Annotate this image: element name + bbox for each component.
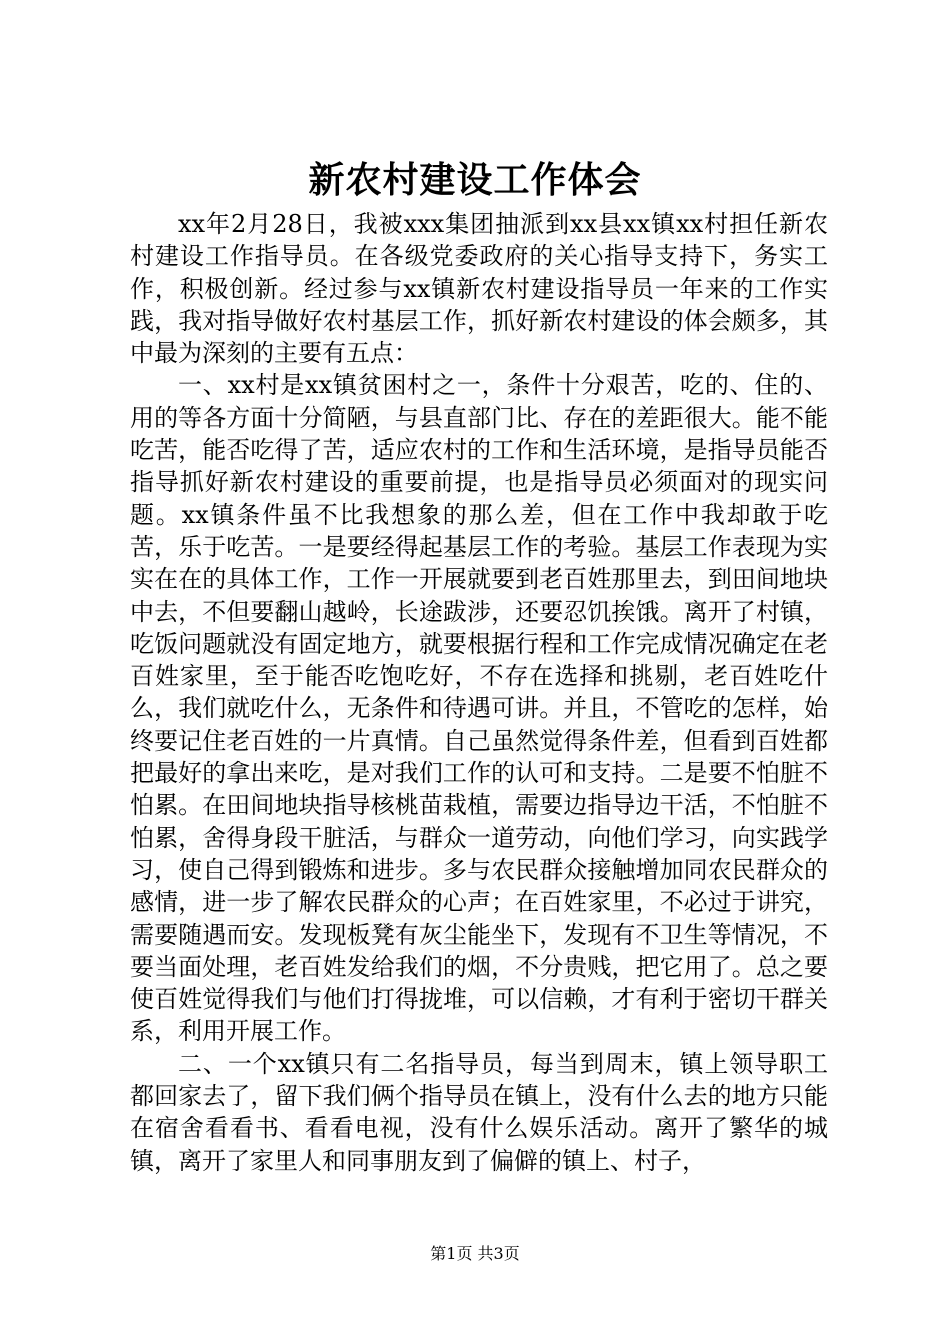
paragraph-intro: xx年2月28日，我被xxx集团抽派到xx县xx镇xx村担任新农村建设工作指导员。在各级党委政府的关心指导支持下，务实工作，积极创新。经过参与xx镇新农村建设指导员一年来的工作实践，我对指导做好农村基层工作，抓好新农村建设的体会颇多，其中最为深刻的主要有五点： — [130, 210, 828, 368]
paragraph-point-one: 一、xx村是xx镇贫困村之一，条件十分艰苦，吃的、住的、用的等各方面十分简陋，与县直部门比、存在的差距很大。能不能吃苦，能否吃得了苦，适应农村的工作和生活环境，是指导员能否指导抓好新农村建设的重要前提，也是指导员必须面对的现实问题。xx镇条件虽不比我想象的那么差，但在工作中我却敢于吃苦，乐于吃苦。一是要经得起基层工作的考验。基层工作表现为实实在在的具体工作，工作一开展就要到老百姓那里去，到田间地块中去，不但要翻山越岭，长途跋涉，还要忍饥挨饿。离开了村镇，吃饭问题就没有固定地方，就要根据行程和工作完成情况确定在老百姓家里，至于能否吃饱吃好，不存在选择和挑剔，老百姓吃什么，我们就吃什么，无条件和待遇可讲。并且，不管吃的怎样，始终要记住老百姓的一片真情。自己虽然觉得条件差，但看到百姓都把最好的拿出来吃，是对我们工作的认可和支持。二是要不怕脏不怕累。在田间地块指导核桃苗栽植，需要边指导边干活，不怕脏不怕累，舍得身段干脏活，与群众一道劳动，向他们学习，向实践学习，使自己得到锻炼和进步。多与农民群众接触增加同农民群众的感情，进一步了解农民群众的心声；在百姓家里，不必过于讲究，需要随遇而安。发现板凳有灰尘能坐下，发现有不卫生等情况，不要当面处理，老百姓发给我们的烟，不分贵贱，把它用了。总之要使百姓觉得我们与他们打得拢堆，可以信赖，才有利于密切干群关系，利用开展工作。 — [130, 371, 828, 1046]
page-number-footer: 第1页 共3页 — [430, 1244, 520, 1263]
paragraph-point-two: 二、一个xx镇只有二名指导员，每当到周末，镇上领导职工都回家去了，留下我们俩个指导员在镇上，没有什么去的地方只能在宿舍看看书、看看电视，没有什么娱乐活动。离开了繁华的城镇，离开了家里人和同事朋友到了偏僻的镇上、村子， — [130, 1049, 828, 1175]
document-body — [130, 208, 828, 1177]
document-title: 新农村建设工作体会 — [308, 159, 642, 201]
